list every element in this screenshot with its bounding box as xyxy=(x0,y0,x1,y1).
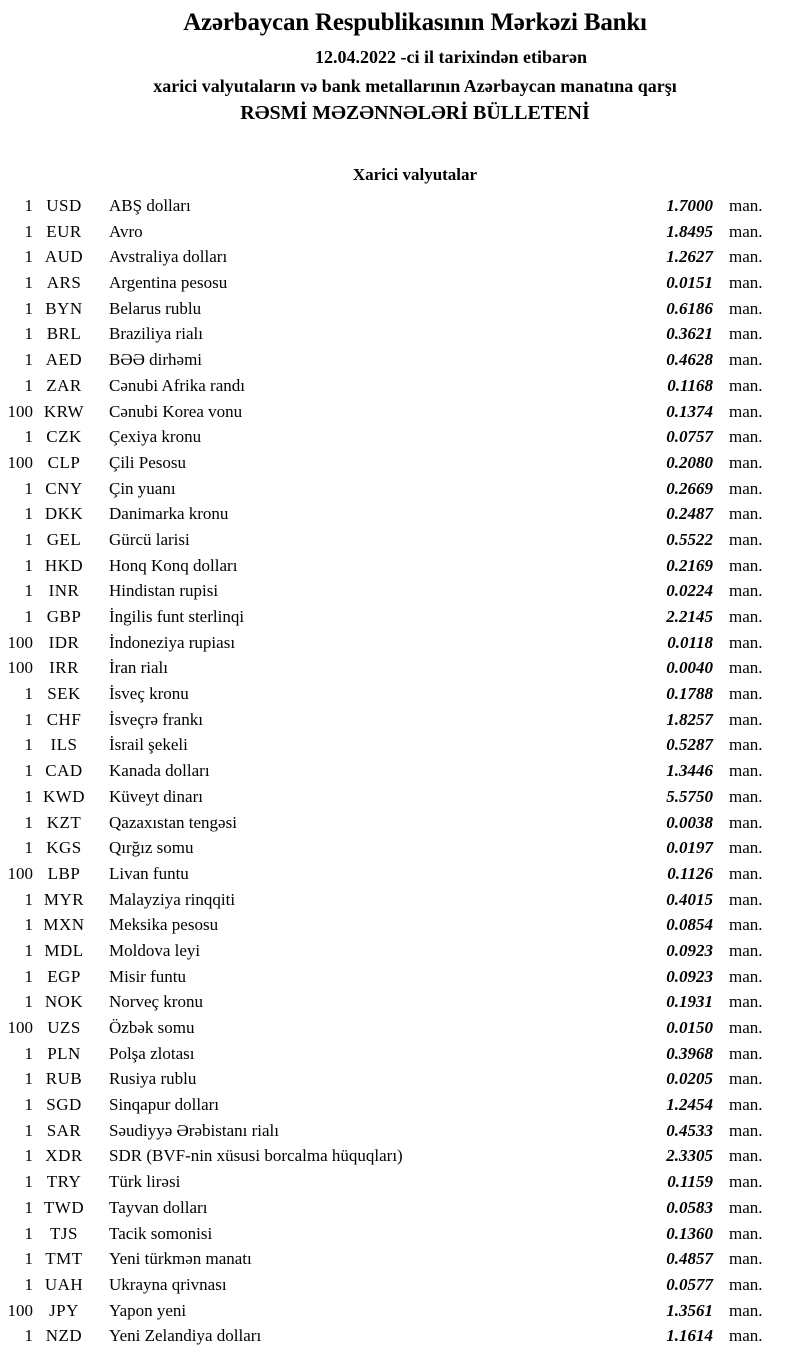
currency-code: GEL xyxy=(46,529,82,549)
rate-unit: man. xyxy=(729,1120,763,1140)
rate-unit: man. xyxy=(729,221,763,241)
currency-code: EUR xyxy=(46,221,82,241)
rate-quantity: 1 xyxy=(24,761,33,781)
rate-unit: man. xyxy=(729,1146,763,1166)
rate-unit: man. xyxy=(729,401,763,421)
rate-unit: man. xyxy=(729,709,763,729)
currency-name: Yeni türkmən manatı xyxy=(109,1249,252,1269)
rate-unit: man. xyxy=(729,761,763,781)
rate-row xyxy=(0,219,800,245)
rate-row xyxy=(0,244,800,270)
currency-code: HKD xyxy=(44,555,84,575)
rate-row xyxy=(0,784,800,810)
currency-name: Malayziya rinqqiti xyxy=(109,889,236,909)
rate-row xyxy=(0,450,800,476)
rate-value: 1.2454 xyxy=(666,1095,713,1115)
rate-quantity: 1 xyxy=(24,1146,33,1166)
rate-value: 0.0583 xyxy=(666,1197,713,1217)
rate-value: 0.4628 xyxy=(666,350,713,370)
currency-name: Çin yuanı xyxy=(109,478,176,498)
rate-row xyxy=(0,1015,800,1041)
rate-quantity: 1 xyxy=(24,915,33,935)
rate-value: 0.0923 xyxy=(666,940,713,960)
rate-unit: man. xyxy=(729,786,763,806)
currency-name: İsveç kronu xyxy=(109,684,189,704)
rate-value: 1.3561 xyxy=(666,1300,713,1320)
rate-value: 0.0205 xyxy=(666,1069,713,1089)
currency-code: SAR xyxy=(46,1120,82,1140)
currency-name: Danimarka kronu xyxy=(109,504,229,524)
rate-unit: man. xyxy=(729,196,763,215)
rate-value: 0.1159 xyxy=(667,1172,713,1192)
rate-unit: man. xyxy=(729,812,763,832)
rate-value: 0.1126 xyxy=(667,863,713,883)
rate-value: 2.2145 xyxy=(666,607,713,626)
rate-value: 0.1360 xyxy=(666,1223,713,1243)
currency-name: Kanada dolları xyxy=(109,761,210,781)
rate-quantity: 1 xyxy=(24,838,33,858)
currency-code: CZK xyxy=(46,427,82,447)
currency-code: PLN xyxy=(47,1043,81,1063)
rate-quantity: 1 xyxy=(24,273,33,293)
currency-code: TMT xyxy=(45,1249,83,1269)
currency-code: AED xyxy=(45,350,83,370)
rate-quantity: 100 xyxy=(7,452,33,472)
currency-code: BYN xyxy=(45,298,83,318)
currency-code: CHF xyxy=(46,709,82,729)
currency-name: Qırğız somu xyxy=(109,838,194,858)
currency-name: Küveyt dinarı xyxy=(109,786,203,806)
rate-quantity: 1 xyxy=(24,1197,33,1217)
currency-name: Rusiya rublu xyxy=(109,1069,197,1089)
rate-value: 0.1374 xyxy=(666,401,713,421)
currency-code: CLP xyxy=(47,452,81,472)
currency-name: Çexiya kronu xyxy=(109,427,202,447)
rate-quantity: 1 xyxy=(24,555,33,575)
currency-name: İsveçrə frankı xyxy=(109,709,203,729)
rate-quantity: 1 xyxy=(24,966,33,986)
rate-value: 0.6186 xyxy=(666,298,713,318)
rate-value: 0.3968 xyxy=(666,1043,713,1063)
rate-quantity: 1 xyxy=(24,247,33,267)
rate-quantity: 1 xyxy=(24,889,33,909)
rate-row xyxy=(0,732,800,758)
rate-unit: man. xyxy=(729,1197,763,1217)
currency-name: Tayvan dolları xyxy=(109,1197,208,1217)
currency-code: INR xyxy=(48,581,80,601)
currency-code: JPY xyxy=(49,1300,79,1320)
rate-quantity: 100 xyxy=(7,863,33,883)
rate-unit: man. xyxy=(729,1274,763,1294)
rate-unit: man. xyxy=(729,838,763,858)
currency-name: Gürcü larisi xyxy=(109,529,190,549)
currency-name: ABŞ dolları xyxy=(109,196,191,215)
rate-value: 0.0150 xyxy=(666,1018,713,1037)
currency-code: ARS xyxy=(46,273,82,293)
rate-quantity: 1 xyxy=(24,786,33,806)
currency-code: IDR xyxy=(48,632,80,652)
rate-value: 0.3621 xyxy=(666,324,713,344)
currency-code: NZD xyxy=(45,1326,83,1346)
currency-name: İsrail şekeli xyxy=(109,735,188,755)
rate-row xyxy=(0,1118,800,1144)
currency-code: USD xyxy=(46,196,82,215)
subject-line: xarici valyutaların və bank metallarının Azərbaycan manatına qarşı xyxy=(153,76,677,96)
rate-quantity: 1 xyxy=(24,529,33,549)
effective-date-line: 12.04.2022 -ci il tarixindən etibarən xyxy=(315,47,587,67)
rate-row xyxy=(0,373,800,399)
rate-quantity: 1 xyxy=(24,1095,33,1115)
currency-name: İngilis funt sterlinqi xyxy=(109,607,245,626)
rate-value: 0.0757 xyxy=(666,427,713,447)
currency-code: TJS xyxy=(50,1223,78,1243)
rate-row xyxy=(0,681,800,707)
currency-name: Livan funtu xyxy=(109,863,189,883)
rate-row xyxy=(0,1298,800,1324)
bulletin-header xyxy=(0,9,800,124)
rate-unit: man. xyxy=(729,478,763,498)
currency-name: SDR (BVF-nin xüsusi borcalma hüquqları) xyxy=(109,1146,403,1166)
currency-code: TRY xyxy=(46,1172,82,1192)
rate-value: 2.3305 xyxy=(666,1146,713,1166)
rate-quantity: 1 xyxy=(24,478,33,498)
rate-unit: man. xyxy=(729,452,763,472)
rate-unit: man. xyxy=(729,1172,763,1192)
rate-quantity: 1 xyxy=(24,375,33,395)
currency-code: RUB xyxy=(45,1069,83,1089)
rate-row xyxy=(0,964,800,990)
rate-quantity: 1 xyxy=(24,581,33,601)
currency-name: Sinqapur dolları xyxy=(109,1095,220,1115)
rate-unit: man. xyxy=(729,992,763,1012)
rate-row xyxy=(0,887,800,913)
rate-quantity: 1 xyxy=(24,1223,33,1243)
rate-value: 0.1931 xyxy=(666,992,713,1012)
currency-name: Avro xyxy=(109,221,143,241)
rate-unit: man. xyxy=(729,504,763,524)
rate-row xyxy=(0,810,800,836)
rate-unit: man. xyxy=(729,966,763,986)
rate-value: 0.0151 xyxy=(666,273,713,293)
currency-code: BRL xyxy=(46,324,82,344)
currency-code: KWD xyxy=(42,786,86,806)
rate-value: 0.0923 xyxy=(666,966,713,986)
currency-name: Honq Konq dolları xyxy=(109,555,238,575)
currency-code: CAD xyxy=(45,761,83,781)
rate-unit: man. xyxy=(729,915,763,935)
rate-quantity: 1 xyxy=(24,1120,33,1140)
currency-name: Cənubi Afrika randı xyxy=(109,375,245,395)
currency-code: NOK xyxy=(44,992,84,1012)
currency-name: Tacik somonisi xyxy=(109,1223,213,1243)
rate-unit: man. xyxy=(729,581,763,601)
rate-unit: man. xyxy=(729,863,763,883)
rate-value: 0.1168 xyxy=(667,375,713,395)
currency-name: Braziliya rialı xyxy=(109,324,203,344)
currency-code: SEK xyxy=(47,684,81,704)
currency-code: KGS xyxy=(46,838,82,858)
currency-code: XDR xyxy=(45,1146,83,1166)
rate-unit: man. xyxy=(729,529,763,549)
rate-value: 0.0197 xyxy=(666,838,713,858)
rate-value: 0.4015 xyxy=(666,889,713,909)
rate-unit: man. xyxy=(729,1069,763,1089)
rate-value: 0.0118 xyxy=(667,632,713,652)
rate-row xyxy=(0,1272,800,1298)
currency-name: Norveç kronu xyxy=(109,992,203,1012)
rate-quantity: 100 xyxy=(7,401,33,421)
rate-value: 0.2669 xyxy=(666,478,713,498)
rate-row xyxy=(0,758,800,784)
rate-unit: man. xyxy=(729,324,763,344)
currency-name: Səudiyyə Ərəbistanı rialı xyxy=(109,1120,279,1140)
rate-quantity: 1 xyxy=(24,1326,33,1346)
currency-name: Çili Pesosu xyxy=(109,452,186,472)
currency-code: GBP xyxy=(46,607,82,626)
currency-code: AUD xyxy=(44,247,84,267)
currency-code: ZAR xyxy=(46,375,82,395)
rate-row xyxy=(0,501,800,527)
currency-code: DKK xyxy=(44,504,84,524)
rate-quantity: 1 xyxy=(24,427,33,447)
rate-value: 0.2169 xyxy=(666,555,713,575)
rate-unit: man. xyxy=(729,375,763,395)
rate-row xyxy=(0,912,800,938)
rate-quantity: 1 xyxy=(24,684,33,704)
currency-code: MDL xyxy=(44,940,84,960)
rate-quantity: 1 xyxy=(24,1172,33,1192)
rate-value: 0.2487 xyxy=(666,504,713,524)
rate-value: 5.5750 xyxy=(666,786,713,806)
rate-unit: man. xyxy=(729,684,763,704)
currency-name: Avstraliya dolları xyxy=(109,247,228,267)
rate-value: 0.1788 xyxy=(666,684,713,704)
rate-value: 0.4533 xyxy=(666,1120,713,1140)
currency-name: Özbək somu xyxy=(109,1018,195,1037)
rate-unit: man. xyxy=(729,350,763,370)
rate-unit: man. xyxy=(729,658,763,678)
currency-name: BƏƏ dirhəmi xyxy=(109,350,203,370)
rate-quantity: 1 xyxy=(24,607,33,626)
rate-quantity: 1 xyxy=(24,1069,33,1089)
currency-name: İndoneziya rupiası xyxy=(109,632,236,652)
currency-code: IRR xyxy=(49,658,79,678)
currency-code: KRW xyxy=(43,401,85,421)
rate-unit: man. xyxy=(729,940,763,960)
currency-name: Moldova leyi xyxy=(109,940,201,960)
currency-code: UAH xyxy=(44,1274,84,1294)
rate-unit: man. xyxy=(729,1223,763,1243)
rate-row xyxy=(0,1195,800,1221)
rate-row xyxy=(0,347,800,373)
rate-value: 1.7000 xyxy=(666,196,713,215)
rate-row xyxy=(0,938,800,964)
rate-row xyxy=(0,1041,800,1067)
rate-value: 1.1614 xyxy=(666,1326,713,1346)
rate-row xyxy=(0,1323,800,1348)
rate-unit: man. xyxy=(729,735,763,755)
currency-name: Argentina pesosu xyxy=(109,273,228,293)
rate-row xyxy=(0,1221,800,1247)
rate-value: 1.8257 xyxy=(666,709,713,729)
section-title-foreign-currencies: Xarici valyutalar xyxy=(352,165,478,184)
rate-row xyxy=(0,655,800,681)
rate-unit: man. xyxy=(729,273,763,293)
rate-unit: man. xyxy=(729,607,763,626)
rate-quantity: 100 xyxy=(7,1300,33,1320)
currency-code: MXN xyxy=(43,915,85,935)
rate-quantity: 1 xyxy=(24,221,33,241)
rate-quantity: 1 xyxy=(24,298,33,318)
rate-value: 1.2627 xyxy=(666,247,713,267)
currency-code: TWD xyxy=(43,1197,85,1217)
currency-name: Yapon yeni xyxy=(109,1300,187,1320)
rate-row xyxy=(0,193,800,219)
rate-quantity: 1 xyxy=(24,709,33,729)
rate-row xyxy=(0,604,800,630)
currency-code: ILS xyxy=(50,735,78,755)
currency-code: LBP xyxy=(47,863,81,883)
rate-row xyxy=(0,270,800,296)
rate-quantity: 1 xyxy=(24,1043,33,1063)
currency-name: Polşa zlotası xyxy=(109,1043,195,1063)
rate-quantity: 1 xyxy=(24,324,33,344)
rate-unit: man. xyxy=(729,298,763,318)
rates-table xyxy=(0,193,800,1348)
rate-row xyxy=(0,399,800,425)
rate-row xyxy=(0,321,800,347)
currency-name: İran rialı xyxy=(109,658,168,678)
rate-unit: man. xyxy=(729,247,763,267)
rate-unit: man. xyxy=(729,1300,763,1320)
rate-quantity: 100 xyxy=(7,658,33,678)
rate-unit: man. xyxy=(729,889,763,909)
rate-row xyxy=(0,553,800,579)
rate-unit: man. xyxy=(729,1018,763,1037)
bulletin-title: RƏSMİ MƏZƏNNƏLƏRİ BÜLLETENİ xyxy=(240,102,590,124)
rate-unit: man. xyxy=(729,1249,763,1269)
currency-code: EGP xyxy=(47,966,81,986)
rate-value: 0.2080 xyxy=(666,452,713,472)
rate-value: 0.0038 xyxy=(666,812,713,832)
currency-name: Belarus rublu xyxy=(109,298,202,318)
rate-quantity: 1 xyxy=(24,350,33,370)
rate-row xyxy=(0,835,800,861)
currency-name: Meksika pesosu xyxy=(109,915,219,935)
rate-row xyxy=(0,424,800,450)
rate-unit: man. xyxy=(729,427,763,447)
rate-quantity: 100 xyxy=(7,632,33,652)
rate-quantity: 1 xyxy=(24,992,33,1012)
currency-code: UZS xyxy=(47,1018,81,1037)
rate-value: 0.5287 xyxy=(666,735,713,755)
rate-unit: man. xyxy=(729,1095,763,1115)
rate-quantity: 1 xyxy=(24,940,33,960)
currency-name: Yeni Zelandiya dolları xyxy=(109,1326,262,1346)
rate-value: 1.3446 xyxy=(666,761,713,781)
rate-row xyxy=(0,707,800,733)
rate-unit: man. xyxy=(729,1043,763,1063)
rate-row xyxy=(0,1169,800,1195)
rate-quantity: 100 xyxy=(7,1018,33,1037)
rate-value: 0.0577 xyxy=(666,1274,713,1294)
currency-name: Qazaxıstan tengəsi xyxy=(109,812,237,832)
rate-value: 0.0040 xyxy=(666,658,713,678)
rate-row xyxy=(0,989,800,1015)
currency-code: MYR xyxy=(43,889,85,909)
rate-row xyxy=(0,578,800,604)
rate-row xyxy=(0,296,800,322)
rate-unit: man. xyxy=(729,555,763,575)
rate-row xyxy=(0,476,800,502)
rate-quantity: 1 xyxy=(24,196,33,215)
rate-row xyxy=(0,1066,800,1092)
rate-value: 1.8495 xyxy=(666,221,713,241)
rate-quantity: 1 xyxy=(24,1249,33,1269)
currency-code: CNY xyxy=(45,478,83,498)
currency-name: Türk lirəsi xyxy=(109,1172,181,1192)
rate-row xyxy=(0,630,800,656)
currency-name: Misir funtu xyxy=(109,966,186,986)
rate-quantity: 1 xyxy=(24,1274,33,1294)
rate-unit: man. xyxy=(729,632,763,652)
rate-quantity: 1 xyxy=(24,735,33,755)
rate-row xyxy=(0,527,800,553)
rate-row xyxy=(0,1246,800,1272)
rate-value: 0.0854 xyxy=(666,915,713,935)
rate-row xyxy=(0,1143,800,1169)
rate-value: 0.5522 xyxy=(666,529,713,549)
rate-unit: man. xyxy=(729,1326,763,1346)
rate-value: 0.4857 xyxy=(666,1249,713,1269)
currency-code: KZT xyxy=(46,812,82,832)
rate-quantity: 1 xyxy=(24,504,33,524)
currency-name: Cənubi Korea vonu xyxy=(109,401,243,421)
currency-name: Ukrayna qrivnası xyxy=(109,1274,227,1294)
rate-value: 0.0224 xyxy=(666,581,713,601)
rate-row xyxy=(0,861,800,887)
bank-name: Azərbaycan Respublikasının Mərkəzi Bankı xyxy=(183,9,647,36)
currency-code: SGD xyxy=(46,1095,82,1115)
rate-row xyxy=(0,1092,800,1118)
rate-quantity: 1 xyxy=(24,812,33,832)
currency-name: Hindistan rupisi xyxy=(109,581,219,601)
